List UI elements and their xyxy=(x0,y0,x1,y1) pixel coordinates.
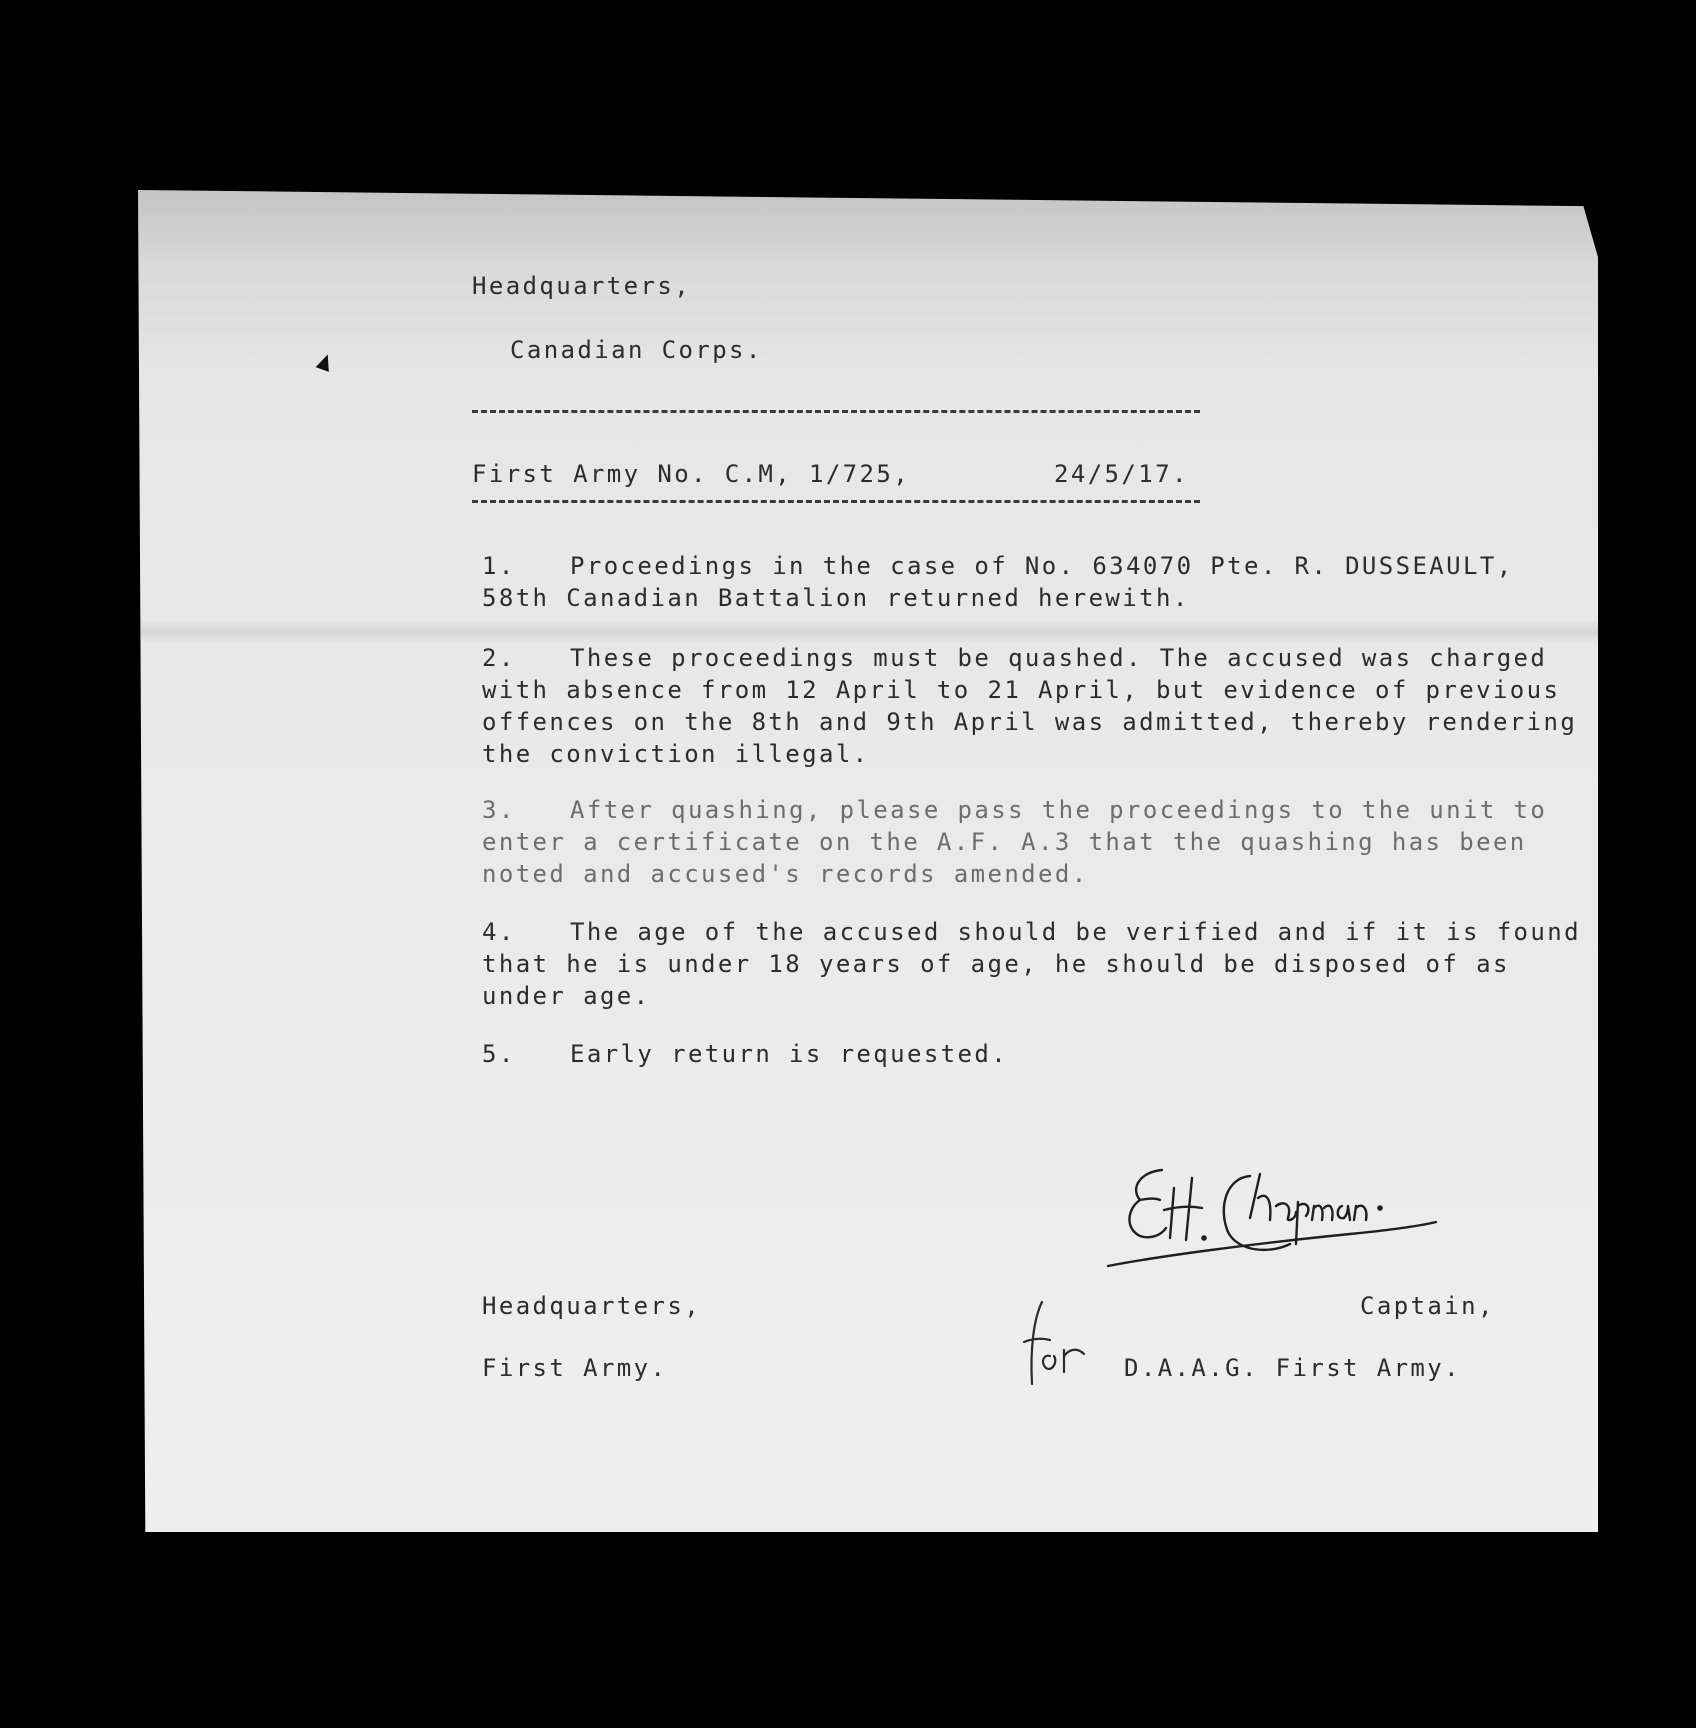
reference-divider xyxy=(472,500,1200,503)
sender-line2: First Army. xyxy=(482,1354,668,1382)
paragraph-1-text: 1. Proceedings in the case of No. 634070 Pte. R. DUSSEAULT, 58th Canadian Battalion returned herewith. xyxy=(482,552,1514,612)
paragraph-4-text: 4. The age of the accused should be verified and if it is found that he is under 18 years of age, he should be disposed of as under age. xyxy=(482,918,1581,1010)
handwritten-signature xyxy=(1100,1148,1480,1278)
addressee-line2: Canadian Corps. xyxy=(510,336,763,364)
reference-number: First Army No. C.M, 1/725, xyxy=(472,460,911,488)
addressee-line1: Headquarters, xyxy=(472,272,692,300)
paragraph-1-number: 1. xyxy=(482,552,516,580)
paragraph-4-number: 4. xyxy=(482,918,516,946)
paragraph-3-number: 3. xyxy=(482,796,516,824)
paper-fold-crease xyxy=(138,620,1598,644)
signatory-office: D.A.A.G. First Army. xyxy=(1124,1354,1461,1382)
paragraph-2-text: 2. These proceedings must be quashed. The accused was charged with absence from 12 April to 21 April, but evidence of previous offences on the 8th and 9th April was admitted, thereby rendering the conviction illegal. xyxy=(482,644,1578,768)
top-divider xyxy=(472,410,1200,413)
paragraph-2-number: 2. xyxy=(482,644,516,672)
signatory-rank: Captain, xyxy=(1360,1292,1495,1320)
paragraph-5-text: 5. Early return is requested. xyxy=(482,1040,1009,1068)
paragraph-5-number: 5. xyxy=(482,1040,516,1068)
document-date: 24/5/17. xyxy=(1054,460,1189,488)
paragraph-3-text: 3. After quashing, please pass the proceedings to the unit to enter a certificate on the A.F. A.3 that the quashing has been noted and accused's records amended. xyxy=(482,796,1548,888)
sender-line1: Headquarters, xyxy=(482,1292,702,1320)
handwritten-for-note xyxy=(1020,1298,1100,1390)
